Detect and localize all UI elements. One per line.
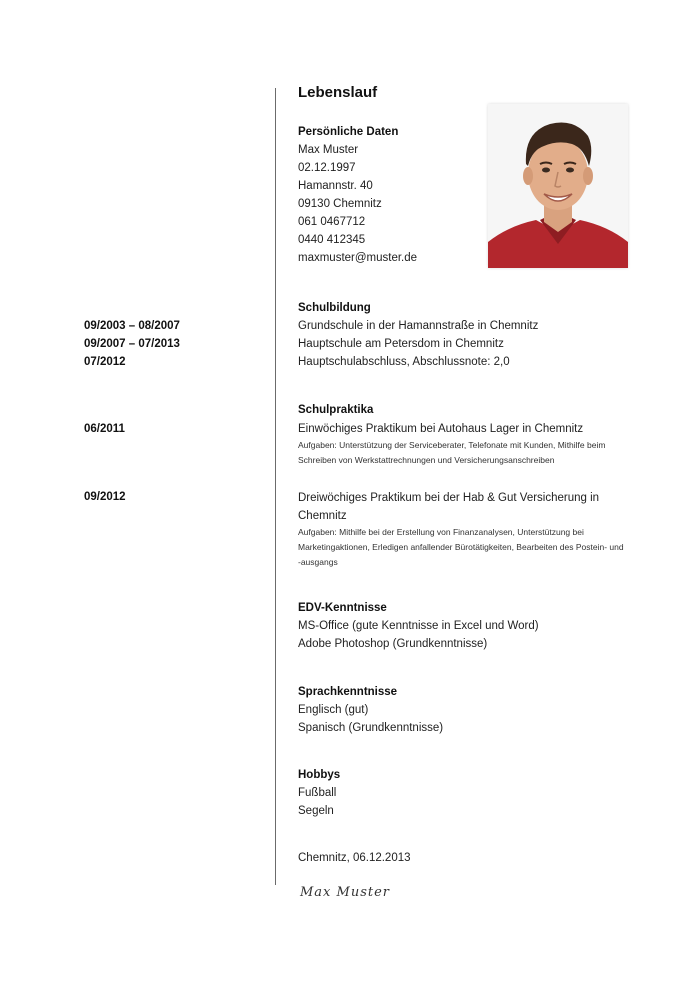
signature: Max Muster	[300, 885, 391, 900]
schulbildung-date-3: 07/2012	[84, 356, 126, 368]
schulpraktika-heading: Schulpraktika	[298, 404, 374, 416]
place-date: Chemnitz, 06.12.2013	[298, 852, 411, 864]
profile-photo	[488, 104, 628, 268]
personal-email: maxmuster@muster.de	[298, 252, 418, 264]
hobbys-line-1: Fußball	[298, 787, 337, 799]
sprachen-heading: Sprachkenntnisse	[298, 686, 398, 698]
edv-line-1: MS-Office (gute Kenntnisse in Excel und Word)	[298, 620, 539, 632]
personal-street: Hamannstr. 40	[298, 180, 373, 192]
document-title: Lebenslauf	[298, 84, 378, 101]
edv-line-2: Adobe Photoshop (Grundkenntnisse)	[298, 638, 488, 650]
personal-birthdate: 02.12.1997	[298, 162, 356, 174]
schulbildung-date-2: 09/2007 – 07/2013	[84, 338, 180, 350]
personal-heading: Persönliche Daten	[298, 126, 399, 138]
praktikum-date-1: 06/2011	[84, 423, 125, 435]
edv-heading: EDV-Kenntnisse	[298, 602, 387, 614]
personal-mobile: 0440 412345	[298, 234, 366, 246]
schulbildung-date-1: 09/2003 – 08/2007	[84, 320, 180, 332]
hobbys-line-2: Segeln	[298, 805, 334, 817]
schulbildung-heading: Schulbildung	[298, 302, 371, 314]
portrait-image	[488, 104, 628, 268]
schulbildung-text-1: Grundschule in der Hamannstraße in Chemnitz	[298, 320, 539, 332]
personal-name: Max Muster	[298, 144, 359, 156]
vertical-divider	[275, 88, 276, 885]
praktikum-date-2: 09/2012	[84, 491, 126, 503]
praktikum-text-2: Dreiwöchiges Praktikum bei der Hab & Gut Versicherung in Chemnitz	[298, 492, 600, 522]
schulbildung-text-2: Hauptschule am Petersdom in Chemnitz	[298, 338, 504, 350]
personal-phone: 061 0467712	[298, 216, 366, 228]
sprachen-line-2: Spanisch (Grundkenntnisse)	[298, 722, 444, 734]
praktikum-detail-2: Aufgaben: Mithilfe bei der Erstellung von Finanzanalysen, Unterstützung bei Marketingaktionen, Erledigen anfallender Bürotätigkeiten, Bearbeiten des Postein- und -ausgangs	[298, 527, 624, 567]
hobbys-heading: Hobbys	[298, 769, 341, 781]
schulbildung-text-3: Hauptschulabschluss, Abschlussnote: 2,0	[298, 356, 510, 368]
praktikum-text-1: Einwöchiges Praktikum bei Autohaus Lager in Chemnitz	[298, 423, 584, 435]
praktikum-detail-1: Aufgaben: Unterstützung der Serviceberater, Telefonate mit Kunden, Mithilfe beim Schreiben von Werkstattrechnungen und Versicherungsanschreiben	[298, 440, 606, 465]
personal-city: 09130 Chemnitz	[298, 198, 382, 210]
sprachen-line-1: Englisch (gut)	[298, 704, 369, 716]
